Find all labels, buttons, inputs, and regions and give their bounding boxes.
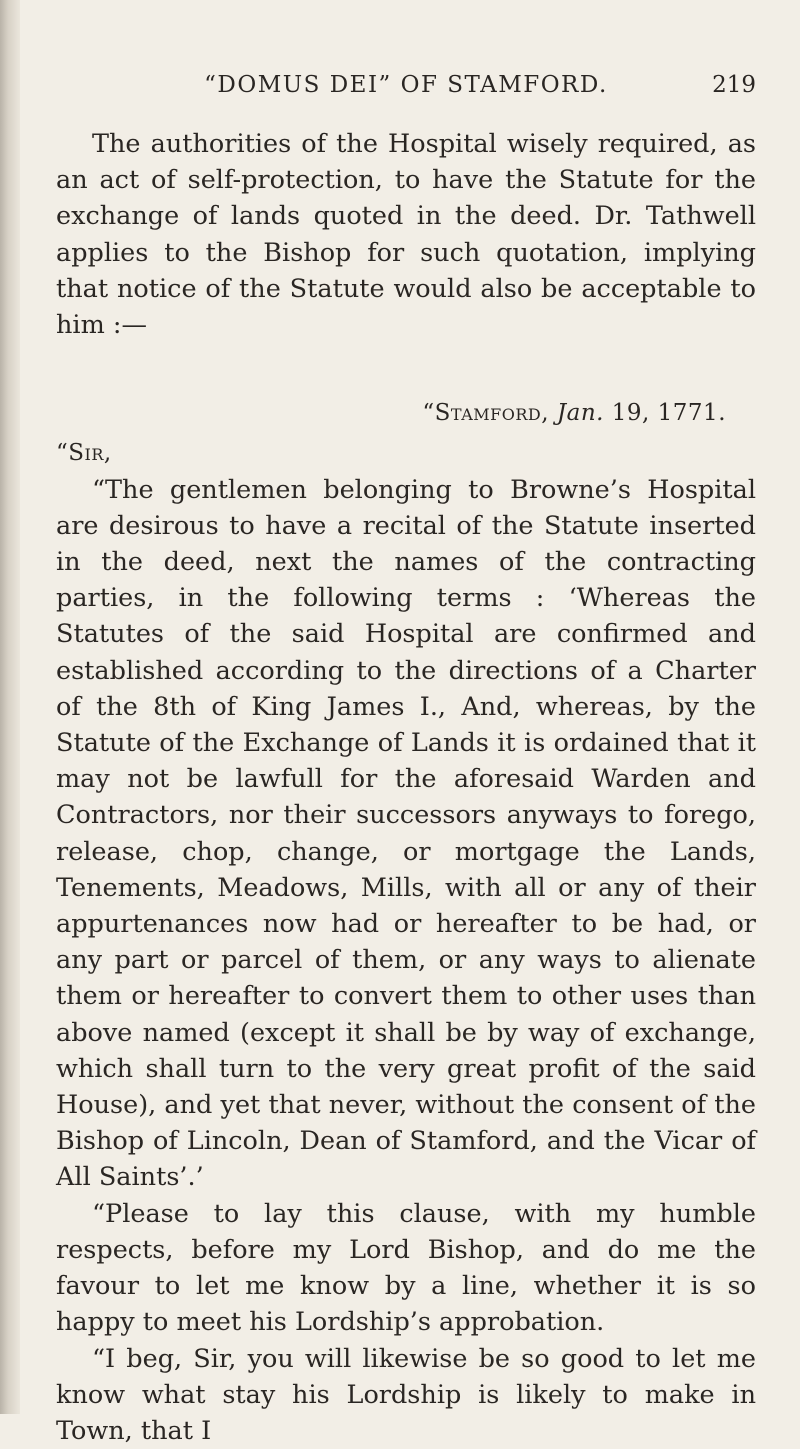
letter-body-paragraph: “The gentlemen belonging to Browne’s Hospital are desirous to have a recital of the Statute inserted in the deed, next the names of the contracting parties, in the following terms : ‘Whereas the Statutes of the said Hospital are confirmed and established according to the directions of a Charter of the 8th of King James I., And, whereas, by the Statute of the Exchange of Lands it is ordained that it may not be lawfull for the aforesaid Warden and Contractors, nor their successors anyways to forego, release, chop, change, or mortgage the Lands, Tenements, Meadows, Mills, with all or any of their appurtenances now had or hereafter to be had, or any part or parcel of them, or any ways to alienate them or hereafter to convert them to other uses than above named (except it shall be by way of exchange, which shall turn to the very great profit of the said House), and yet that never, without the consent of the Bishop of Lincoln, Dean of Stamford, and the Vicar of All Saints’.’ bbox=[56, 472, 756, 1196]
letter-request-paragraph: “Please to lay this clause, with my humble respects, before my Lord Bishop, and do me the favour to let me know by a line, whether it is so happy to meet his Lordship’s approbation. bbox=[56, 1196, 756, 1341]
intro-paragraph: The authorities of the Hospital wisely required, as an act of self-protection, to have the Statute for the exchange of lands quoted in the deed. Dr. Tathwell applies to the Bishop for such quotation, implying that notice of the Statute would also be acceptable to him :— bbox=[56, 126, 756, 343]
letter-dateline bbox=[56, 395, 726, 431]
book-gutter-shadow bbox=[0, 0, 20, 1414]
dateline-year: 19, 1771. bbox=[612, 400, 726, 426]
dateline-place: “Stamford, bbox=[422, 400, 549, 426]
running-head bbox=[56, 72, 756, 116]
book-page bbox=[56, 72, 756, 1449]
dateline-month: Jan. bbox=[557, 400, 604, 426]
page-number: 219 bbox=[712, 72, 756, 98]
letter-closing-paragraph: “I beg, Sir, you will likewise be so good to let me know what stay his Lordship is likely to make in Town, that I bbox=[56, 1341, 756, 1449]
running-head-title: “DOMUS DEI” OF STAMFORD. bbox=[56, 72, 756, 98]
letter-salutation: “Sir, bbox=[56, 435, 756, 471]
